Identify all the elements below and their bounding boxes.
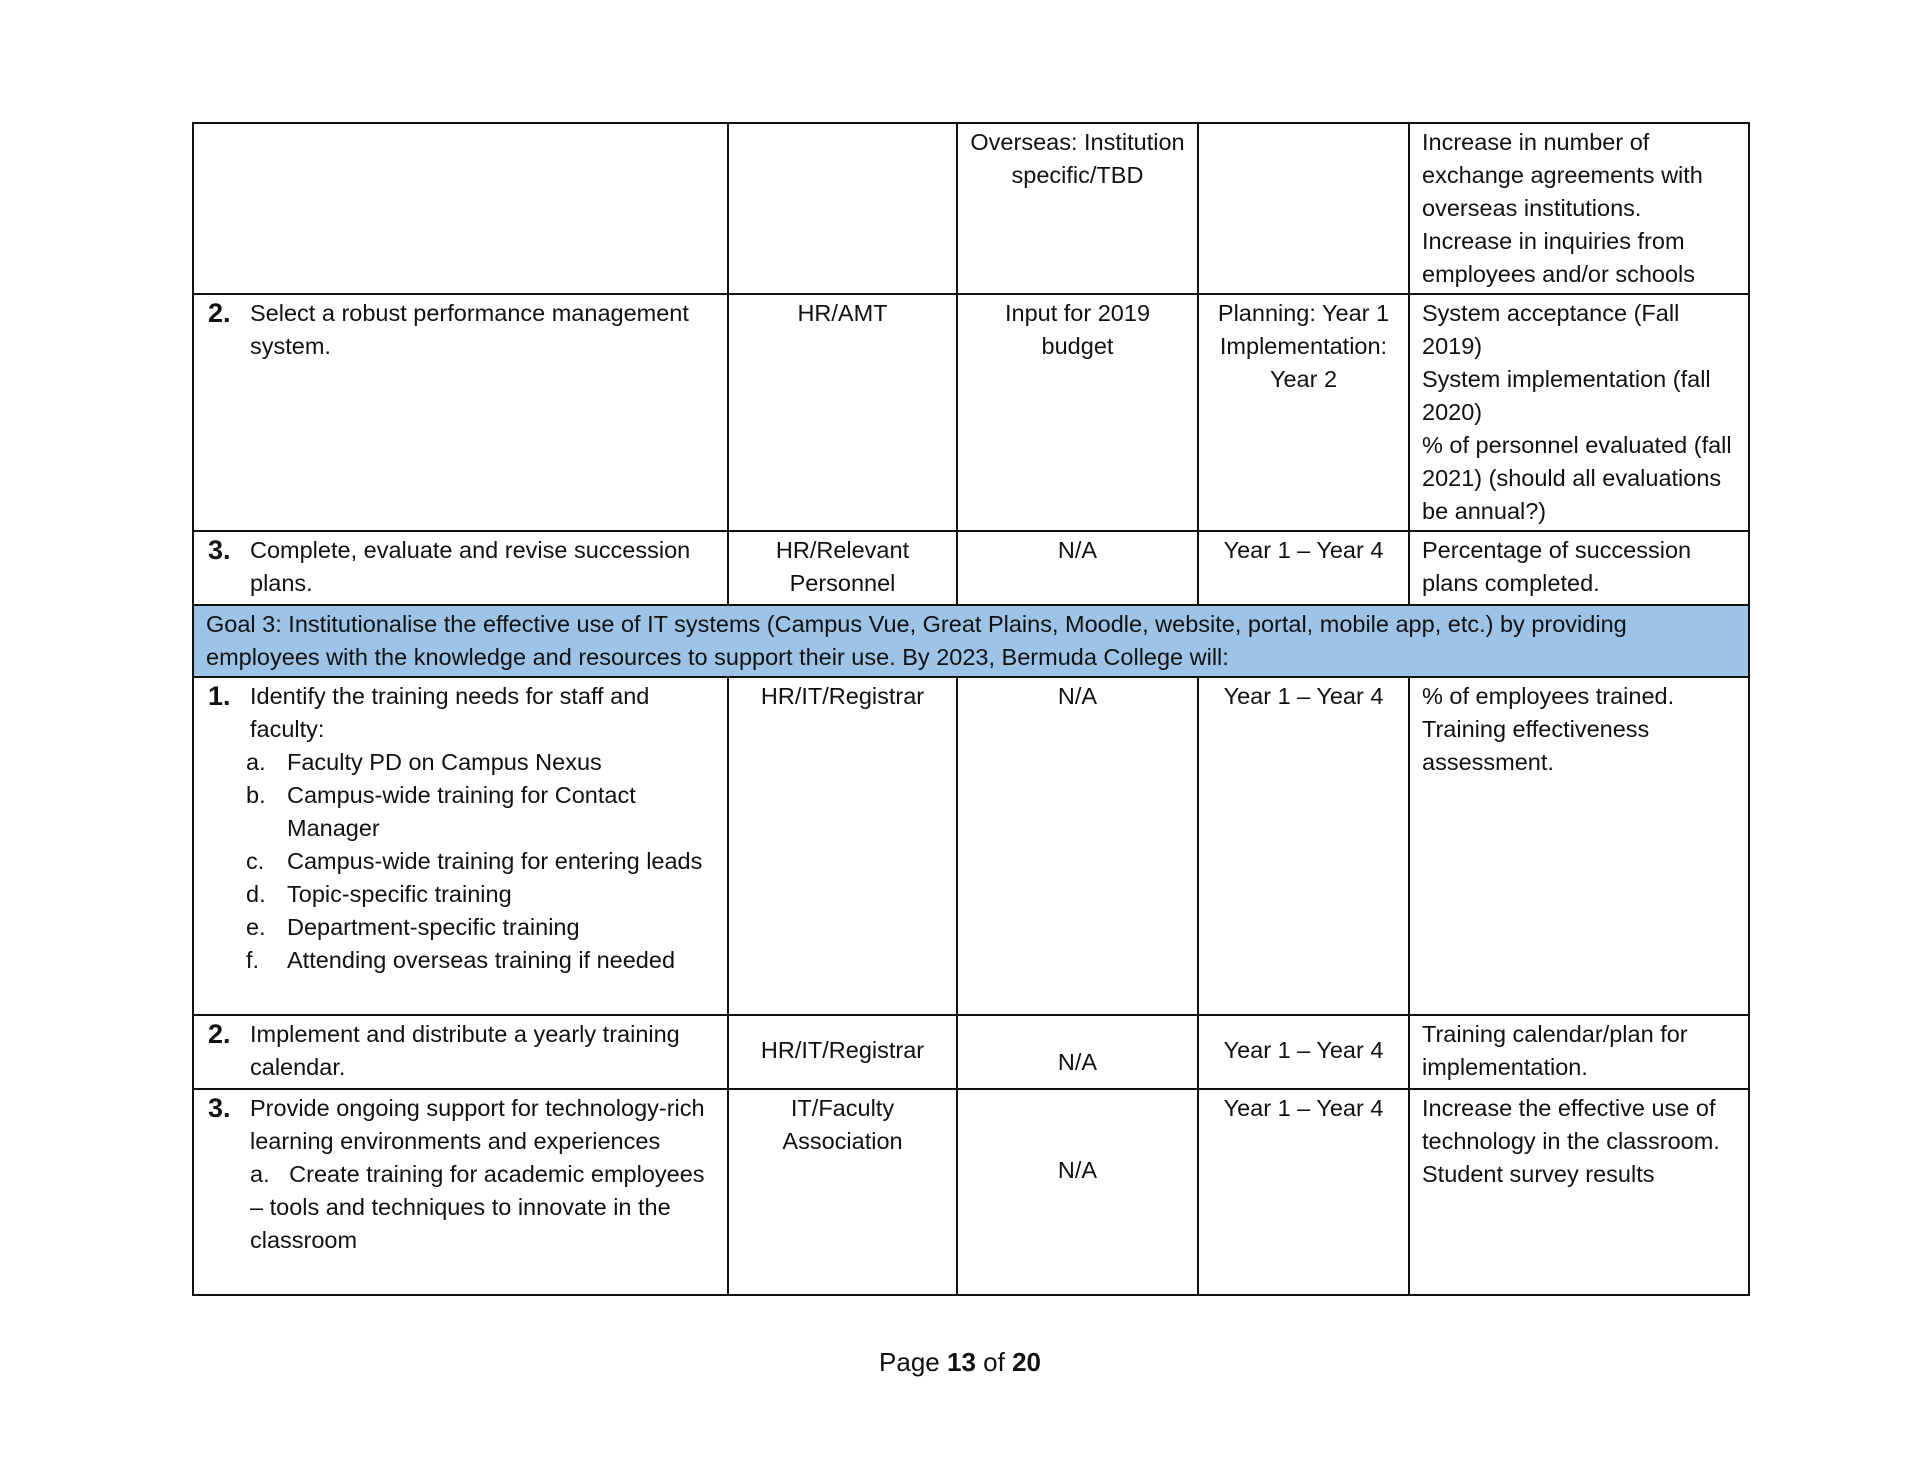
- responsibility-cell: [728, 123, 957, 294]
- objective-item: [206, 1018, 715, 1084]
- measure-line: Percentage of succession plans completed.: [1422, 537, 1692, 596]
- measures-cell: [1409, 123, 1749, 294]
- list-item: a. Faculty PD on Campus Nexus: [246, 749, 602, 775]
- timeline-cell: Year 1 – Year 4: [1198, 1089, 1409, 1295]
- timeline-cell: Year 1 – Year 4: [1198, 1015, 1409, 1089]
- measure-line: System acceptance (Fall 2019): [1422, 300, 1680, 359]
- measure-line: System implementation (fall 2020): [1422, 366, 1711, 425]
- list-item: c. Campus-wide training for entering leads: [246, 848, 703, 874]
- measure-line: Student survey results: [1422, 1161, 1655, 1187]
- table-row: [193, 677, 1749, 1015]
- cost-cell: N/A: [957, 677, 1198, 1015]
- strategic-plan-table: [192, 122, 1750, 1296]
- responsibility-cell: HR/Relevant Personnel: [728, 531, 957, 605]
- measures-cell: [1409, 531, 1749, 605]
- item-number: 3.: [208, 535, 231, 565]
- measure-line: Increase the effective use of technology in the classroom.: [1422, 1095, 1720, 1154]
- list-item: d. Topic-specific training: [246, 881, 512, 907]
- objective-text: Provide ongoing support for technology-rich learning environments and experiences: [250, 1095, 705, 1154]
- cost-cell: N/A: [957, 1089, 1198, 1295]
- measures-cell: [1409, 1089, 1749, 1295]
- measure-line: % of employees trained.: [1422, 683, 1675, 709]
- objective-cell: [193, 1089, 728, 1295]
- training-needs-list: [206, 746, 715, 977]
- objective-cell: [193, 294, 728, 531]
- responsibility-cell: IT/Faculty Association: [728, 1089, 957, 1295]
- measures-cell: [1409, 677, 1749, 1015]
- responsibility-cell: HR/IT/Registrar: [728, 677, 957, 1015]
- timeline-cell: [1198, 294, 1409, 531]
- objective-subitem: a. Create training for academic employees – tools and techniques to innovate in the classroom: [250, 1161, 712, 1253]
- cost-cell: N/A: [957, 1015, 1198, 1089]
- page-footer: [0, 1344, 1920, 1380]
- objective-text: Implement and distribute a yearly training calendar.: [250, 1021, 680, 1080]
- measure-line: % of personnel evaluated (fall 2021) (should all evaluations be annual?): [1422, 432, 1732, 524]
- objective-cell: [193, 123, 728, 294]
- table-row: [193, 531, 1749, 605]
- table-row: [193, 1089, 1749, 1295]
- table-row: [193, 294, 1749, 531]
- timeline-line: Implementation:: [1219, 333, 1388, 359]
- measures-cell: [1409, 294, 1749, 531]
- timeline-cell: Year 1 – Year 4: [1198, 531, 1409, 605]
- objective-text: Select a robust performance management system.: [250, 300, 689, 359]
- timeline-line: Year 2: [1269, 366, 1338, 392]
- objective-text: Complete, evaluate and revise succession plans.: [250, 537, 691, 596]
- measure-line: Increase in number of exchange agreements with overseas institutions.: [1422, 129, 1703, 221]
- objective-item: [206, 297, 715, 363]
- item-number: 2.: [208, 1019, 231, 1049]
- timeline-line: Planning: Year 1: [1217, 300, 1390, 326]
- objective-cell: [193, 1015, 728, 1089]
- page-of-label: of: [983, 1347, 1005, 1377]
- timeline-cell: Year 1 – Year 4: [1198, 677, 1409, 1015]
- cost-cell: Overseas: Institution specific/TBD: [957, 123, 1198, 294]
- item-number: 3.: [208, 1093, 231, 1123]
- list-item: f. Attending overseas training if needed: [246, 947, 676, 973]
- item-number: 1.: [208, 681, 231, 711]
- objective-item: [206, 534, 715, 600]
- measure-line: Training calendar/plan for implementation.: [1422, 1021, 1688, 1080]
- objective-cell: [193, 531, 728, 605]
- objective-text: Identify the training needs for staff and faculty:: [250, 683, 650, 742]
- objective-item: [206, 680, 715, 746]
- responsibility-cell: HR/IT/Registrar: [728, 1015, 957, 1089]
- responsibility-cell: HR/AMT: [728, 294, 957, 531]
- timeline-cell: [1198, 123, 1409, 294]
- cost-cell: N/A: [957, 531, 1198, 605]
- total-page-count: 20: [1012, 1347, 1041, 1377]
- measures-cell: [1409, 1015, 1749, 1089]
- list-item: e. Department-specific training: [246, 914, 580, 940]
- objective-item: [206, 1092, 715, 1257]
- measure-line: Increase in inquiries from employees and/or schools: [1422, 228, 1696, 287]
- table-row: [193, 1015, 1749, 1089]
- item-number: 2.: [208, 298, 231, 328]
- measure-line: Training effectiveness assessment.: [1422, 716, 1650, 775]
- table-row: [193, 123, 1749, 294]
- current-page-number: 13: [946, 1347, 976, 1377]
- cost-cell: Input for 2019 budget: [957, 294, 1198, 531]
- goal-3-heading: Goal 3: Institutionalise the effective use of IT systems (Campus Vue, Great Plains, Moodle, website, portal, mobile app, etc.) by providing employees with the knowledge and resources to support their use. By 2023, Bermuda College will:: [193, 605, 1749, 677]
- goal-header-row: [193, 605, 1749, 677]
- objective-cell: [193, 677, 728, 1015]
- list-item: b. Campus-wide training for Contact Manager: [246, 782, 636, 841]
- page-label: Page: [879, 1347, 940, 1377]
